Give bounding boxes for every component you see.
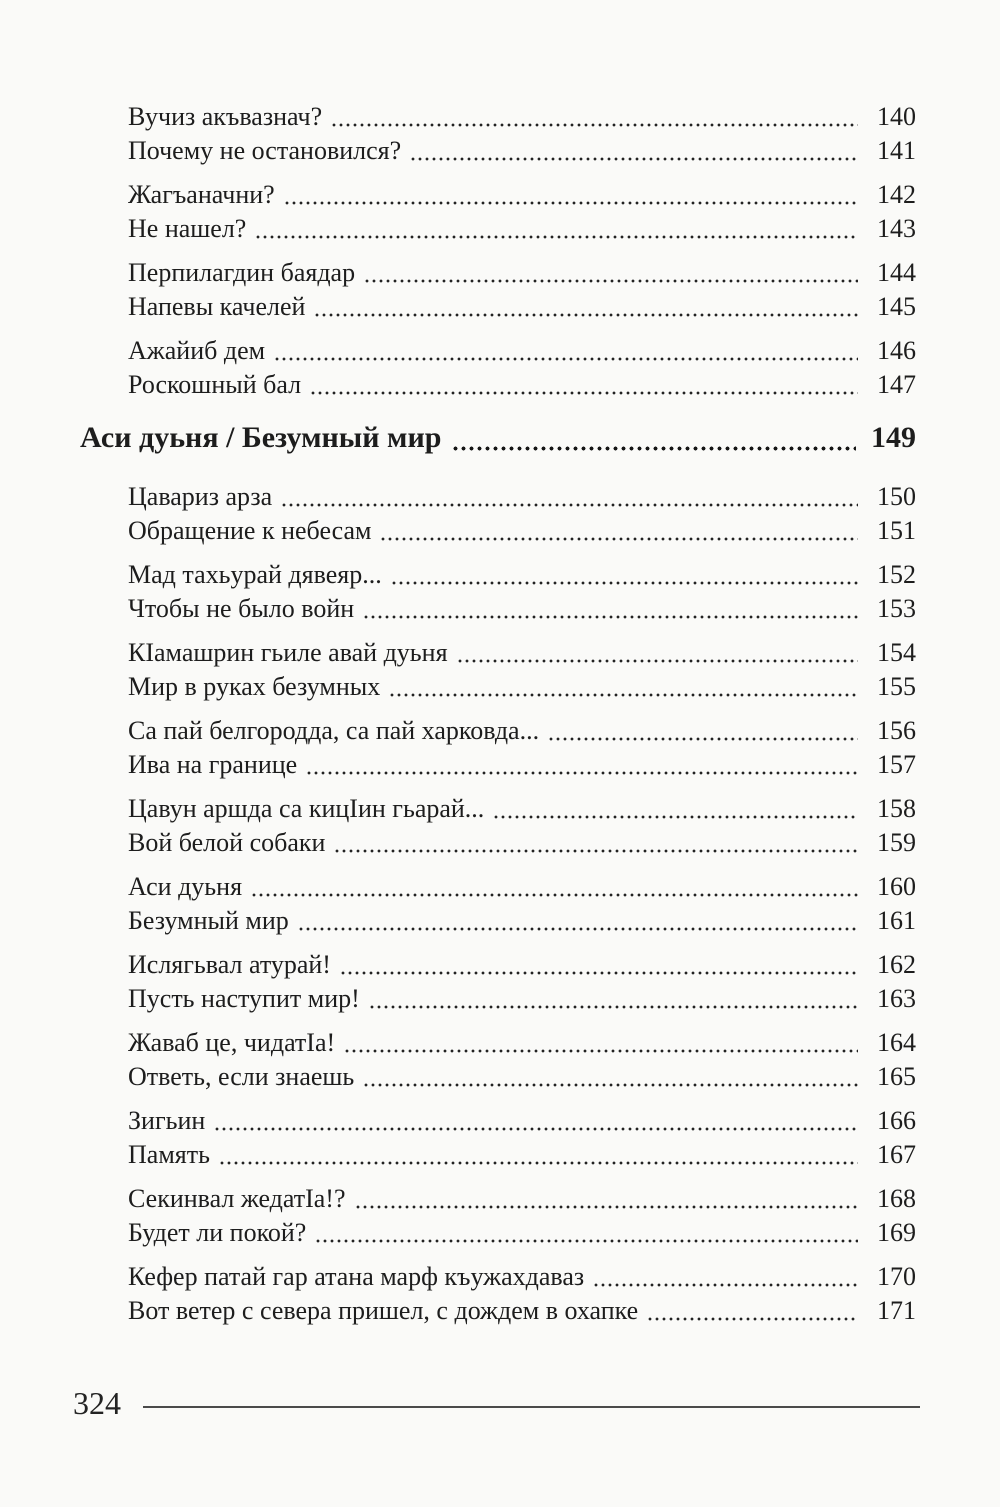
dot-leader (360, 982, 864, 1016)
toc-entry-page: 154 (877, 638, 916, 667)
dot-leader (275, 178, 864, 212)
dot-leader (325, 826, 864, 860)
toc-entry (128, 368, 916, 402)
toc-section-header (80, 416, 916, 460)
toc-entry-title: Цавариз арза (128, 482, 273, 511)
toc-entry-title: Ажайиб дем (128, 336, 266, 365)
toc-entry-page: 163 (877, 984, 916, 1013)
toc-entry-title: Обращение к небесам (128, 516, 372, 545)
toc-entry-page: 152 (877, 560, 916, 589)
dot-leader (331, 948, 864, 982)
toc-entry-pair (128, 100, 916, 168)
toc-entry-pair (128, 558, 916, 626)
toc-entry-page: 156 (877, 716, 916, 745)
toc-entry-title: Ответь, если знаешь (128, 1062, 355, 1091)
toc-entry-page: 151 (877, 516, 916, 545)
toc-entry-page: 145 (877, 292, 916, 321)
toc-entry-title: Напевы качелей (128, 292, 306, 321)
folio-page-number: 324 (73, 1385, 121, 1421)
dot-leader (210, 1138, 864, 1172)
toc-entry (128, 982, 916, 1016)
toc-entry-title: Вой белой собаки (128, 828, 326, 857)
toc-entry-page: 153 (877, 594, 916, 623)
page-footer (73, 1383, 920, 1423)
dot-leader (246, 212, 864, 246)
toc-entry-title: Вот ветер с севера пришел, с дождем в охапке (128, 1296, 639, 1325)
toc-entry-page: 146 (877, 336, 916, 365)
toc-entry-page: 169 (877, 1218, 916, 1247)
toc-list (80, 0, 916, 1328)
toc-entry-page: 143 (877, 214, 916, 243)
toc-entry-title: Жагъаначни? (128, 180, 275, 209)
toc-entry-title: Чтобы не было войн (128, 594, 355, 623)
toc-entry-title: Мад тахьурай дявеяр... (128, 560, 382, 589)
dot-leader (354, 592, 864, 626)
toc-entry-page: 161 (877, 906, 916, 935)
toc-entry (128, 514, 916, 548)
toc-entry-pair (128, 334, 916, 402)
dot-leader (401, 134, 864, 168)
toc-entry-title: Ива на границе (128, 750, 298, 779)
toc-entry (128, 1138, 916, 1172)
dot-leader (301, 368, 864, 402)
toc-entry-title: Зигьин (128, 1106, 206, 1135)
dot-leader (539, 714, 864, 748)
toc-entry-page: 168 (877, 1184, 916, 1213)
toc-entry-title: Жаваб це, чидатIа! (128, 1028, 336, 1057)
dot-leader (448, 636, 864, 670)
toc-entry-page: 147 (877, 370, 916, 399)
toc-entry-page: 160 (877, 872, 916, 901)
toc-entry-pair (128, 1182, 916, 1250)
toc-entry-pair (128, 948, 916, 1016)
toc-entry-page: 155 (877, 672, 916, 701)
toc-entry-title: Роскошный бал (128, 370, 302, 399)
dot-leader (289, 904, 864, 938)
toc-entry-page: 158 (877, 794, 916, 823)
dot-leader (205, 1104, 864, 1138)
toc-entry-title: Вучиз акъвазнач? (128, 102, 323, 131)
toc-entry-page: 166 (877, 1106, 916, 1135)
toc-entry-pair (128, 1026, 916, 1094)
toc-entry-title: Мир в руках безумных (128, 672, 381, 701)
toc-entry-title: Не нашел? (128, 214, 247, 243)
toc-entry (128, 1216, 916, 1250)
toc-entry-pair (128, 1260, 916, 1328)
toc-entry-pair (128, 870, 916, 938)
toc-entry-pair (128, 792, 916, 860)
toc-entry (128, 1060, 916, 1094)
dot-leader (305, 290, 864, 324)
dot-leader (272, 480, 864, 514)
toc-entry-pair (128, 256, 916, 324)
toc-entry (128, 134, 916, 168)
toc-entry-page: 164 (877, 1028, 916, 1057)
toc-entry-page: 157 (877, 750, 916, 779)
toc-entry-pair (128, 178, 916, 246)
toc-entry (128, 636, 916, 670)
dot-leader (584, 1260, 864, 1294)
toc-entry (128, 592, 916, 626)
dot-leader (242, 870, 864, 904)
toc-entry-page: 171 (877, 1296, 916, 1325)
toc-entry-title: Ислягьвал атурай! (128, 950, 331, 979)
toc-entry-title: Цавун аршда са кицIин гьарай... (128, 794, 485, 823)
dot-leader (354, 1060, 864, 1094)
toc-entry (128, 290, 916, 324)
toc-entry-title: Пусть наступит мир! (128, 984, 360, 1013)
toc-entry (128, 904, 916, 938)
toc-entry-page: 140 (877, 102, 916, 131)
toc-entry (128, 1294, 916, 1328)
toc-entry (128, 212, 916, 246)
toc-entry-page: 144 (877, 258, 916, 287)
toc-entry (128, 748, 916, 782)
footer-rule (143, 1406, 920, 1408)
dot-leader (380, 670, 864, 704)
toc-entry (128, 334, 916, 368)
dot-leader (371, 514, 864, 548)
dot-leader (297, 748, 864, 782)
dot-leader (441, 416, 864, 460)
toc-entry (128, 256, 916, 290)
toc-entry-title: Почему не остановился? (128, 136, 402, 165)
dot-leader (484, 792, 864, 826)
toc-entry (128, 1182, 916, 1216)
toc-entry (128, 870, 916, 904)
toc-entry-title: Секинвал жедатIа!? (128, 1184, 346, 1213)
dot-leader (382, 558, 864, 592)
toc-entry-pair (128, 636, 916, 704)
toc-entry (128, 948, 916, 982)
dot-leader (322, 100, 864, 134)
toc-entry-page: 150 (877, 482, 916, 511)
toc-entry-title: Аси дуьня (128, 872, 243, 901)
toc-entry (128, 826, 916, 860)
toc-entry (128, 670, 916, 704)
toc-entry-page: 149 (871, 421, 916, 454)
dot-leader (335, 1026, 864, 1060)
dot-leader (346, 1182, 864, 1216)
toc-entry (128, 1026, 916, 1060)
toc-entry (128, 1260, 916, 1294)
toc-entry-title: КIамашрин гьиле авай дуьня (128, 638, 448, 667)
toc-entry (128, 792, 916, 826)
toc-entry (128, 178, 916, 212)
toc-entry-page: 170 (877, 1262, 916, 1291)
toc-entry-page: 159 (877, 828, 916, 857)
dot-leader (265, 334, 864, 368)
toc-entry-pair (128, 714, 916, 782)
toc-entry (128, 714, 916, 748)
dot-leader (355, 256, 864, 290)
toc-entry-pair (128, 1104, 916, 1172)
toc-entry-title: Са пай белгородда, са пай харковда... (128, 716, 540, 745)
toc-entry (128, 480, 916, 514)
toc-entry-title: Перпилагдин баядар (128, 258, 356, 287)
toc-entry-page: 142 (877, 180, 916, 209)
toc-entry-title: Безумный мир (128, 906, 289, 935)
toc-entry-page: 162 (877, 950, 916, 979)
toc-entry-title: Будет ли покой? (128, 1218, 307, 1247)
toc-section (80, 416, 916, 460)
toc-entry (128, 1104, 916, 1138)
toc-entry (128, 558, 916, 592)
toc-entry-page: 165 (877, 1062, 916, 1091)
toc-entry-page: 141 (877, 136, 916, 165)
toc-entry-page: 167 (877, 1140, 916, 1169)
toc-entry-title: Кефер патай гар атана марф къужахдаваз (128, 1262, 585, 1291)
toc-entry-title: Аси дуьня / Безумный мир (80, 421, 442, 454)
dot-leader (638, 1294, 864, 1328)
toc-entry-title: Память (128, 1140, 210, 1169)
dot-leader (306, 1216, 864, 1250)
toc-entry-pair (128, 480, 916, 548)
toc-entry (128, 100, 916, 134)
